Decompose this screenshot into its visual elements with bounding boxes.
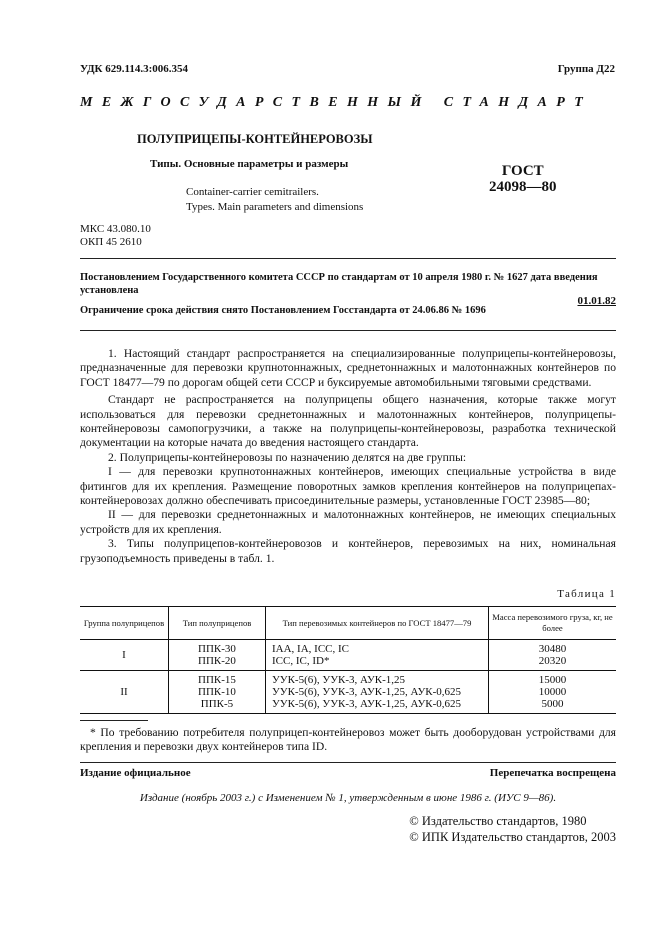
english-title-line1: Container-carrier cemitrailers. [186,186,319,198]
column-header: Масса перевозимого груза, кг, не более [489,607,617,640]
table-row [80,640,616,671]
paragraph: 2. Полуприцепы-контейнеровозы по назначению делятся на две группы: [108,450,467,464]
english-title-line2: Types. Main parameters and dimensions [186,201,364,213]
mass-cell: 15000 10000 5000 [489,671,617,714]
paragraph: II — для перевозки среднетоннажных и малотоннажных контейнеров, не имеющих специальных устройств для их крепления. [80,508,616,536]
udc-code: УДК 629.114.3:006.354 [80,63,189,75]
copyright-block [409,813,616,845]
reprint-notice: Перепечатка воспрещена [489,767,616,779]
copyright-line: © ИПК Издательство стандартов, 2003 [409,830,616,844]
paragraph: Стандарт не распространяется на полуприцепы общего назначения, которые также могут использоваться для перевозки среднетоннажных и малотоннажных контейнеров, полуприцепы-контейнеровозы самопогрузчики, а также на полуприцепы-контейнеровозы, разработка технической документации на которые начата до введения настоящего стандарта. [80,393,616,450]
types-table [80,606,616,714]
copyright-line: © Издательство стандартов, 1980 [409,814,587,828]
mks-code: МКС 43.080.10 [80,223,151,235]
effective-date: 01.01.82 [577,295,616,307]
mass-cell: 30480 20320 [489,640,617,671]
gost-label: ГОСТ [501,163,544,179]
divider [80,762,616,763]
divider [80,330,616,331]
classification-codes [80,223,151,249]
okp-code: ОКП 45 2610 [80,236,142,248]
table-header-row [80,607,616,640]
paragraph: 3. Типы полуприцепов-контейнеровозов и контейнеров, перевозимых на них, номинальная грузоподъемность приведены в табл. 1. [80,537,616,565]
group-code: Группа Д22 [557,63,615,75]
footnote-rule [80,720,148,721]
column-header: Группа полуприцепов [80,607,169,640]
edition-label: Издание официальное [80,767,191,779]
document-subtitle: Типы. Основные параметры и размеры [150,158,349,170]
limitation-text: Ограничение срока действия снято Постановлением Госстандарта от 24.06.86 № 1696 [80,305,486,316]
standard-banner: МЕЖГОСУДАРСТВЕННЫЙ СТАНДАРТ [80,95,593,110]
type-cell: ППК-30 ППК-20 [169,640,266,671]
divider [80,258,616,259]
containers-cell: IAA, IA, ICC, IC ICC, IC, ID* [266,640,489,671]
group-cell: II [80,671,169,714]
containers-cell: УУК-5(6), УУК-3, АУК-1,25 УУК-5(6), УУК-3, АУК-1,25, АУК-0,625 УУК-5(6), УУК-3, АУК-1,25, АУК-0,625 [266,671,489,714]
decree-text: Постановлением Государственного комитета СССР по стандартам от 10 апреля 1980 г. № 1627 дата введения установлена [80,272,598,296]
type-cell: ППК-15 ППК-10 ППК-5 [169,671,266,714]
table-caption: Таблица 1 [557,588,616,600]
paragraph: I — для перевозки крупнотоннажных контейнеров, имеющих специальные устройства в виде фитингов для их крепления. Размещение поворотных замков крепления контейнеров на полуприцепах-контейнеровозах должно обеспечивать присоединительные размеры, установленные ГОСТ 23985—80; [80,465,616,508]
edition-note: Издание (ноябрь 2003 г.) с Изменением № 1, утвержденным в июне 1986 г. (ИУС 9—86). [139,792,557,804]
gost-designation [489,163,557,195]
body-text [80,347,616,566]
english-title [186,185,363,215]
document-title: ПОЛУПРИЦЕПЫ-КОНТЕЙНЕРОВОЗЫ [137,132,373,146]
column-header: Тип перевозимых контейнеров по ГОСТ 18477—79 [266,607,489,640]
column-header: Тип полуприцепов [169,607,266,640]
table-row [80,671,616,714]
gost-number: 24098—80 [489,179,557,195]
paragraph: 1. Настоящий стандарт распространяется на специализированные полуприцепы-контейнеровозы, предназначенные для перевозки крупнотоннажных, среднетоннажных и малотоннажных контейнеров по ГОСТ 18477—79 по дорогам общей сети СССР и буксируемые автомобильными тяговыми средствами. [80,347,616,389]
footnote: * По требованию потребителя полуприцеп-контейнеровоз может быть дооборудован устройствами для крепления и перевозки двух контейнеров типа ID. [80,726,616,753]
group-cell: I [80,640,169,671]
